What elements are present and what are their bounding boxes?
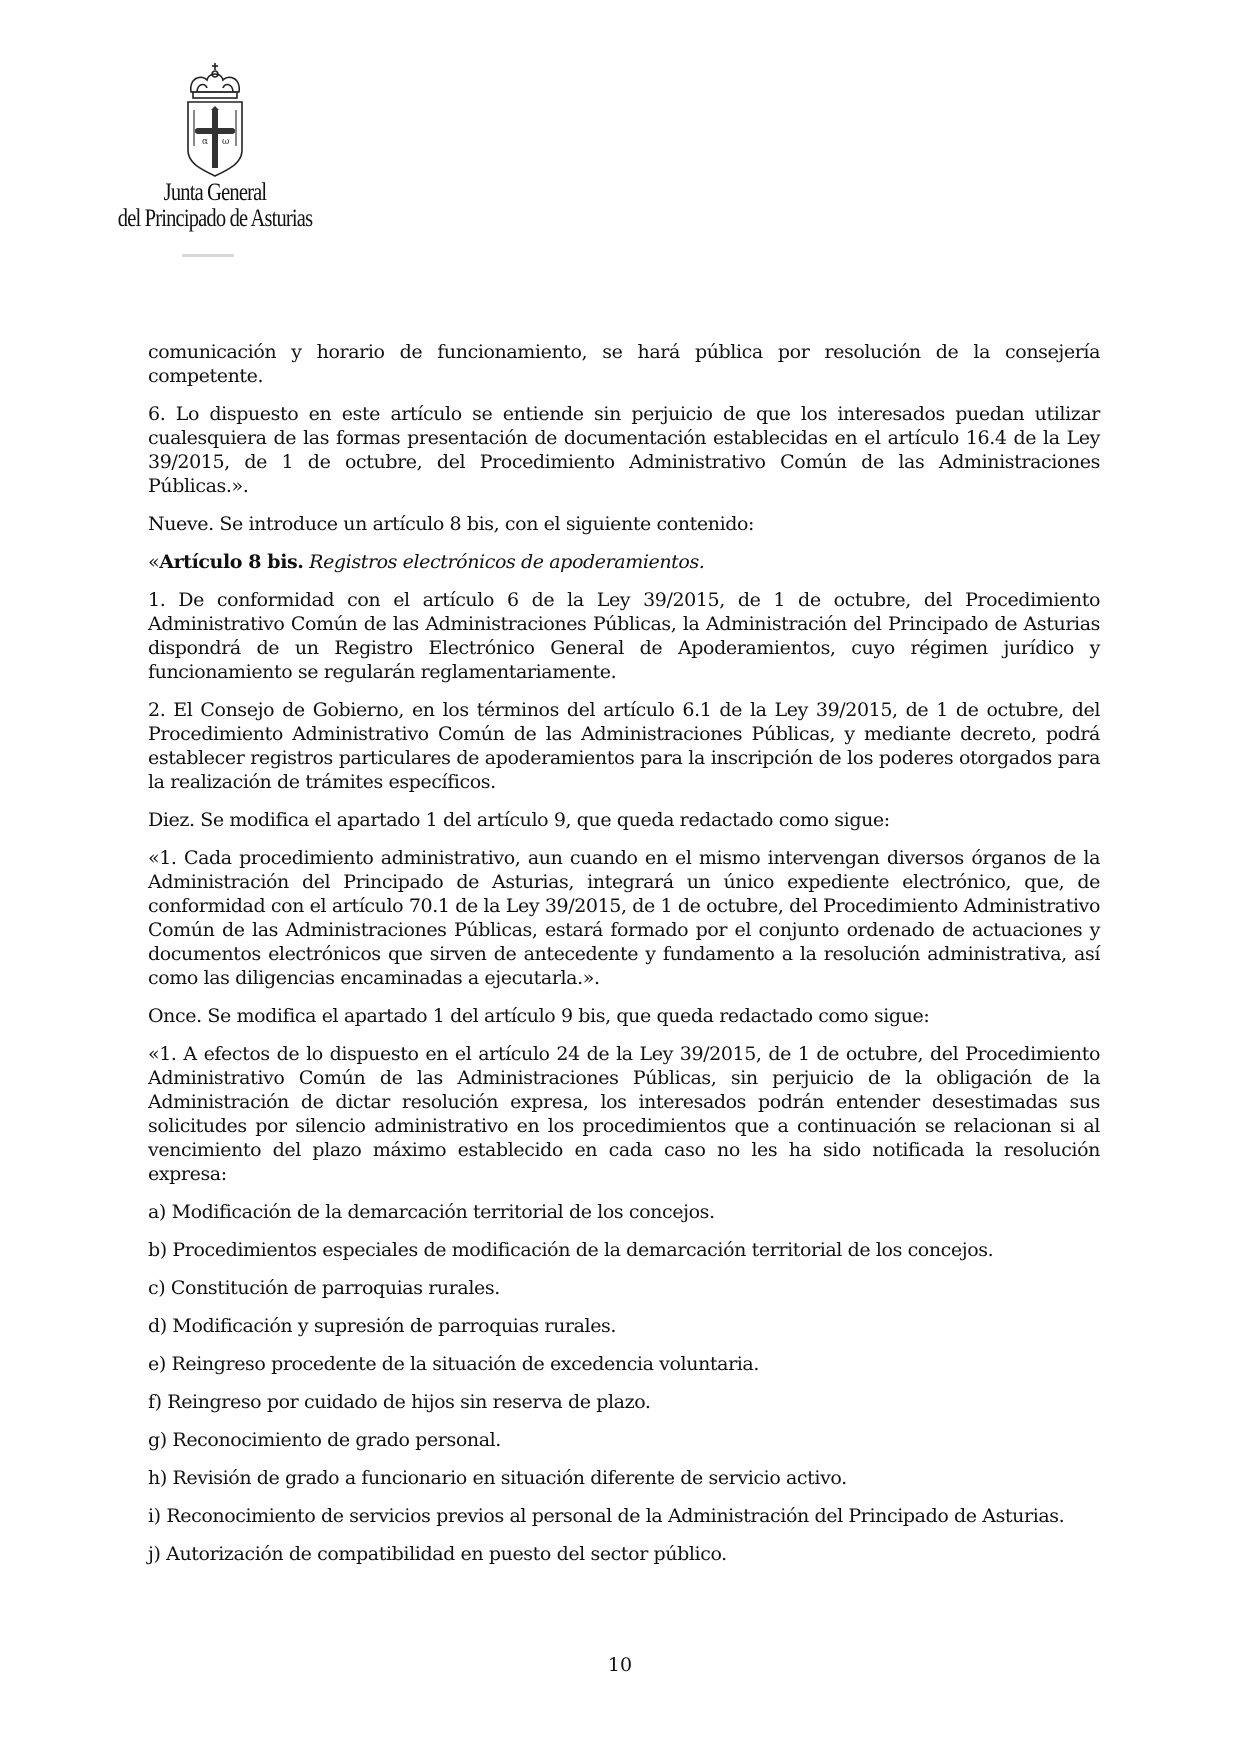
paragraph: 1. De conformidad con el artículo 6 de la Ley 39/2015, de 1 de octubre, del Procedimiento Administrativo Común de las Administraciones Públicas, la Administración del Principado de Asturias dispondrá de un Registro Electrónico General de Apoderamientos, cuyo régimen jurídico y funcionamiento se regularán reglamentariamente. — [148, 589, 1100, 683]
paragraph: Diez. Se modifica el apartado 1 del artículo 9, que queda redactado como sigue: — [148, 809, 890, 831]
paragraph: 2. El Consejo de Gobierno, en los términos del artículo 6.1 de la Ley 39/2015, de 1 de octubre, del Procedimiento Administrativo Común de las Administraciones Públicas, y mediante decreto, podrá establecer registros particulares de apoderamientos para la inscripción de los poderes otorgados para la realización de trámites específicos. — [148, 699, 1100, 793]
paragraph: Once. Se modifica el apartado 1 del artículo 9 bis, que queda redactado como sigue: — [148, 1005, 930, 1027]
list-item: a) Modificación de la demarcación territorial de los concejos. — [148, 1201, 715, 1223]
list-item: c) Constitución de parroquias rurales. — [148, 1277, 500, 1299]
document-body — [148, 340, 1100, 1580]
org-name-line1: Junta General — [163, 179, 267, 206]
page-number: 10 — [607, 1654, 633, 1676]
list-item: f) Reingreso por cuidado de hijos sin reserva de plazo. — [148, 1391, 651, 1413]
article-heading — [148, 550, 1100, 574]
svg-text:α: α — [202, 137, 209, 147]
procedure-list — [148, 1200, 1100, 1566]
organization-name — [113, 180, 318, 232]
article-title: Registros electrónicos de apoderamientos. — [309, 551, 705, 573]
list-item: j) Autorización de compatibilidad en puesto del sector público. — [148, 1543, 727, 1565]
coat-of-arms-icon — [185, 62, 245, 180]
open-quote: « — [148, 551, 160, 573]
paragraph: «1. A efectos de lo dispuesto en el artículo 24 de la Ley 39/2015, de 1 de octubre, del Procedimiento Administrativo Común de las Administraciones Públicas, sin perjuicio de la obligación de la Administración de dictar resolución expresa, los interesados podrán entender desestimadas sus solicitudes por silencio administrativo en los procedimientos que a continuación se relacionan si al vencimiento del plazo máximo establecido en cada caso no les ha sido notificada la resolución expresa: — [148, 1043, 1100, 1185]
svg-text:ω: ω — [222, 137, 230, 147]
list-item: h) Revisión de grado a funcionario en situación diferente de servicio activo. — [148, 1467, 847, 1489]
header-divider — [182, 254, 234, 257]
org-name-line2: del Principado de Asturias — [117, 205, 313, 232]
paragraph: «1. Cada procedimiento administrativo, aun cuando en el mismo intervengan diversos órganos de la Administración del Principado de Asturias, integrará un único expediente electrónico, que, de conformidad con el artículo 70.1 de la Ley 39/2015, de 1 de octubre, del Procedimiento Administrativo Común de las Administraciones Públicas, estará formado por el conjunto ordenado de actuaciones y documentos electrónicos que sirven de antecedente y fundamento a la resolución administrativa, así como las diligencias encaminadas a ejecutarla.». — [148, 847, 1100, 989]
paragraph: 6. Lo dispuesto en este artículo se entiende sin perjuicio de que los interesados puedan utilizar cualesquiera de las formas presentación de documentación establecidas en el artículo 16.4 de la Ley 39/2015, de 1 de octubre, del Procedimiento Administrativo Común de las Administraciones Públicas.». — [148, 403, 1100, 497]
letterhead — [90, 62, 340, 232]
paragraph: Nueve. Se introduce un artículo 8 bis, con el siguiente contenido: — [148, 513, 755, 535]
list-item: e) Reingreso procedente de la situación de excedencia voluntaria. — [148, 1353, 759, 1375]
list-item: b) Procedimientos especiales de modificación de la demarcación territorial de los concejos. — [148, 1239, 994, 1261]
list-item: i) Reconocimiento de servicios previos al personal de la Administración del Principado de Asturias. — [148, 1505, 1065, 1527]
article-number: Artículo 8 bis. — [159, 551, 304, 573]
list-item: d) Modificación y supresión de parroquias rurales. — [148, 1315, 617, 1337]
paragraph: comunicación y horario de funcionamiento, se hará pública por resolución de la consejería competente. — [148, 341, 1100, 387]
list-item: g) Reconocimiento de grado personal. — [148, 1429, 501, 1451]
